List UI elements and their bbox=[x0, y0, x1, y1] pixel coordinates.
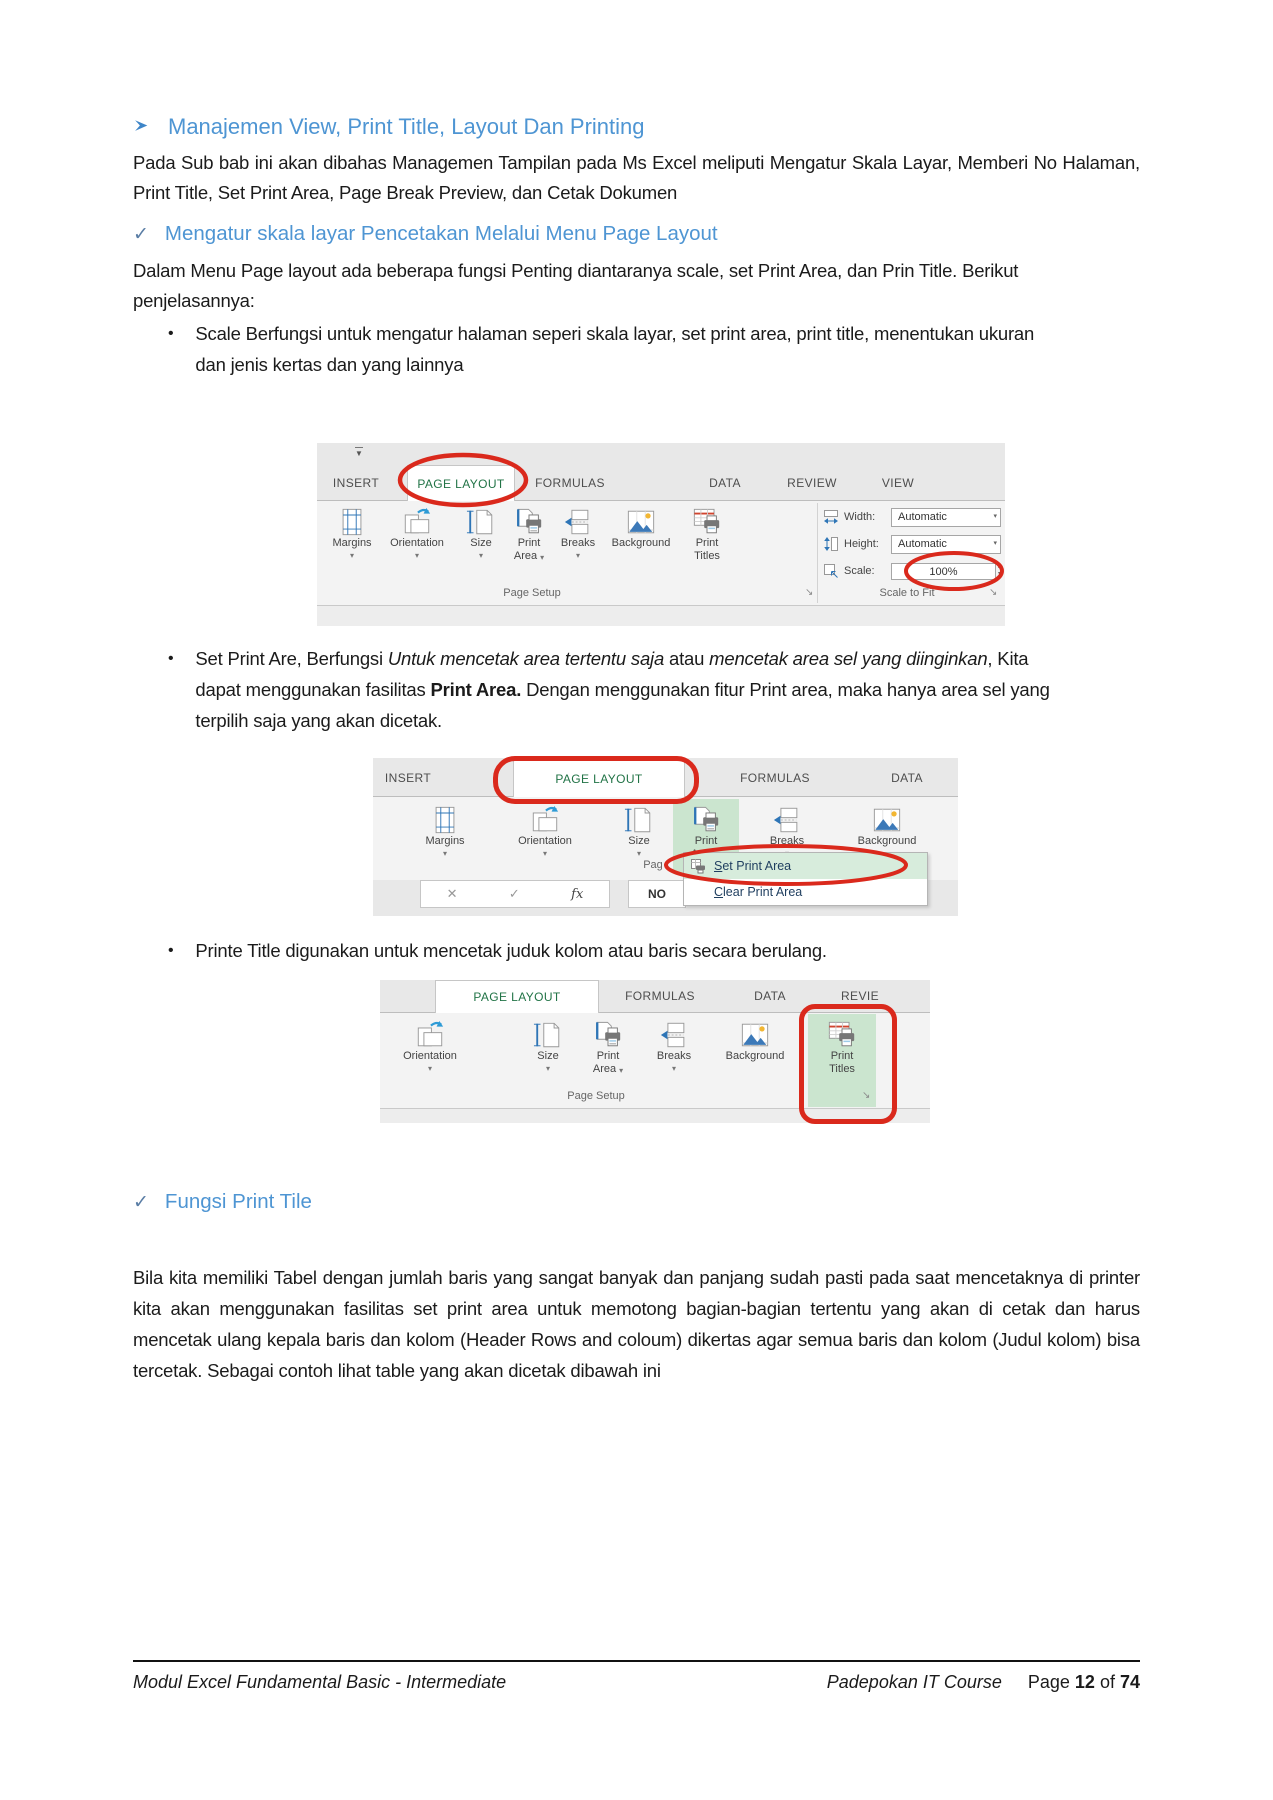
ribbon-button-breaks[interactable] bbox=[751, 803, 823, 858]
background-icon bbox=[626, 505, 656, 537]
menu-item-label: Set Print Area bbox=[714, 859, 792, 873]
height-select[interactable] bbox=[891, 535, 1001, 554]
ribbon-button-background[interactable] bbox=[851, 803, 923, 848]
dropdown-arrow-icon: ▾ bbox=[414, 551, 419, 560]
tab-data[interactable]: DATA bbox=[891, 771, 923, 785]
button-label: Print bbox=[517, 537, 541, 549]
print-title-paragraph: Bila kita memiliki Tabel dengan jumlah baris yang sangat banyak dan panjang sudah pasti pada saat mencetaknya di printer kita akan menggunakan fasilitas set print area untuk memotong bagian-bagian tertentu yang akan di cetak dan harus mencetak ulang kepala baris dan kolom (Header Rows and coloum) dikertas agar semua baris dan kolom (Judul kolom) bisa tercetak. Sebagai contoh lihat table yang akan dicetak dibawah ini bbox=[133, 1267, 1140, 1381]
size-icon bbox=[624, 803, 654, 835]
bullet-dot: • bbox=[168, 942, 174, 959]
check-bullet-icon: ✓ bbox=[133, 223, 149, 245]
spinner-up-icon[interactable]: ▴ bbox=[997, 564, 1001, 570]
group-label-partial: Pag bbox=[643, 859, 663, 871]
set-print-area-icon bbox=[690, 858, 706, 874]
button-label: Size bbox=[628, 835, 650, 847]
button-label: Size bbox=[537, 1050, 559, 1062]
width-icon bbox=[823, 509, 839, 525]
section-heading bbox=[133, 114, 645, 140]
width-value: Automatic bbox=[898, 510, 947, 523]
excel-ribbon-screenshot-3 bbox=[380, 980, 930, 1122]
button-label: Orientation bbox=[518, 835, 572, 847]
tab-page-layout[interactable]: PAGE LAYOUT bbox=[513, 760, 685, 797]
tab-formulas[interactable]: FORMULAS bbox=[625, 989, 695, 1003]
height-value: Automatic bbox=[898, 537, 947, 550]
dropdown-arrow-icon: ▾ bbox=[993, 512, 997, 520]
dialog-launcher-icon[interactable]: ↘ bbox=[862, 1090, 871, 1101]
tab-insert[interactable]: INSERT bbox=[332, 475, 380, 490]
ribbon-tab-strip bbox=[317, 465, 1005, 501]
subsection-heading-print-title bbox=[133, 1190, 312, 1214]
button-label: Orientation bbox=[403, 1050, 457, 1062]
breaks-icon bbox=[659, 1018, 689, 1050]
orientation-icon bbox=[402, 505, 432, 537]
arrow-bullet-icon bbox=[133, 114, 150, 140]
orientation-icon bbox=[415, 1018, 445, 1050]
footer bbox=[133, 1672, 1140, 1693]
ribbon-button-size[interactable] bbox=[603, 803, 675, 858]
dropdown-arrow-icon: ▾ bbox=[349, 551, 354, 560]
group-label-page-setup: Page Setup bbox=[503, 587, 561, 599]
subsection-heading-scale bbox=[133, 222, 718, 246]
formula-bar bbox=[420, 880, 610, 908]
size-icon bbox=[533, 1018, 563, 1050]
width-setting-row bbox=[823, 507, 1001, 527]
button-label: Titles bbox=[694, 550, 720, 562]
bullet-scale bbox=[168, 318, 1068, 380]
button-label: Background bbox=[611, 537, 671, 549]
print-titles-icon bbox=[827, 1018, 857, 1050]
tab-data[interactable]: DATA bbox=[709, 475, 741, 490]
dropdown-arrow-icon: ▾ bbox=[540, 552, 545, 562]
dropdown-arrow-icon: ▾ bbox=[478, 551, 483, 560]
dropdown-arrow-icon: ▾ bbox=[442, 849, 447, 858]
ribbon-button-margins[interactable] bbox=[409, 803, 481, 858]
footer-divider bbox=[133, 1660, 1140, 1662]
scale-value: 100% bbox=[891, 563, 996, 580]
bullet-print-title-text: Printe Title digunakan untuk mencetak juduk kolom atau baris secara berulang. bbox=[195, 940, 827, 961]
tab-formulas[interactable]: FORMULAS bbox=[535, 475, 605, 490]
bullet-print-area bbox=[168, 643, 1068, 736]
ribbon-button-print-area[interactable] bbox=[572, 1018, 644, 1076]
scale-paragraph: Dalam Menu Page layout ada beberapa fungsi Penting diantaranya scale, set Print Area, dan Prin Title. Berikut penjelasannya: bbox=[133, 260, 1019, 311]
background-icon bbox=[872, 803, 902, 835]
size-icon bbox=[466, 505, 496, 537]
scale-label: Scale: bbox=[844, 565, 875, 577]
ribbon-button-breaks[interactable] bbox=[638, 1018, 710, 1073]
button-label: Breaks bbox=[560, 537, 596, 549]
dropdown-arrow-icon: ▾ bbox=[619, 1065, 624, 1075]
bullet-print-title bbox=[168, 935, 1068, 966]
ribbon-button-background[interactable] bbox=[719, 1018, 791, 1063]
group-label-scale-to-fit: Scale to Fit bbox=[879, 587, 935, 599]
enter-check-icon[interactable]: ✓ bbox=[508, 886, 520, 901]
orientation-icon bbox=[530, 803, 560, 835]
tab-review[interactable]: REVIEW bbox=[787, 475, 837, 490]
ribbon-collapse-icon[interactable]: ▼ bbox=[355, 449, 363, 458]
button-label: Breaks bbox=[769, 835, 805, 847]
scale-icon bbox=[823, 563, 839, 579]
button-label: Size bbox=[470, 537, 492, 549]
button-label: Margins bbox=[425, 835, 465, 847]
margins-icon bbox=[430, 803, 460, 835]
dropdown-arrow-icon: ▾ bbox=[993, 539, 997, 547]
check-bullet-icon: ✓ bbox=[133, 1191, 149, 1213]
intro-paragraph: Pada Sub bab ini akan dibahas Managemen Tampilan pada Ms Excel meliputi Mengatur Skala Layar, Memberi No Halaman, Print Title, Set Print Area, Page Break Preview, dan Cetak Dokumen bbox=[133, 152, 1140, 203]
dropdown-arrow-icon: ▾ bbox=[545, 1064, 550, 1073]
button-label: Background bbox=[725, 1050, 785, 1062]
ribbon-body bbox=[317, 501, 1005, 605]
print-area-icon bbox=[514, 505, 544, 537]
tab-view[interactable]: VIEW bbox=[881, 475, 915, 490]
menu-item-set-print-area[interactable] bbox=[684, 853, 927, 879]
dialog-launcher-icon[interactable]: ↘ bbox=[989, 587, 998, 598]
tab-page-layout[interactable]: PAGE LAYOUT bbox=[407, 465, 515, 501]
excel-ribbon-screenshot-1 bbox=[317, 443, 1005, 625]
breaks-icon bbox=[772, 803, 802, 835]
button-label: Print bbox=[596, 1050, 620, 1062]
group-label-page-setup: Page Setup bbox=[567, 1090, 625, 1102]
bullet-dot: • bbox=[168, 325, 174, 342]
tab-page-layout[interactable]: PAGE LAYOUT bbox=[435, 980, 599, 1013]
margins-icon bbox=[337, 505, 367, 537]
button-label: Area bbox=[513, 550, 538, 562]
ribbon-button-margins[interactable] bbox=[316, 505, 388, 560]
button-label: Print bbox=[695, 537, 719, 549]
height-label: Height: bbox=[844, 538, 879, 550]
dropdown-arrow-icon: ▾ bbox=[542, 849, 547, 858]
bullet-print-area-text: Set Print Are, Berfungsi Untuk mencetak area tertentu saja atau mencetak area sel yang diinginkan, Kita dapat menggunakan fasilitas Print Area. Dengan menggunakan fitur Print area, maka hanya area sel yang terpilih saja yang akan dicetak. bbox=[195, 648, 1050, 731]
button-label: Margins bbox=[332, 537, 372, 549]
button-label: Area bbox=[592, 1063, 617, 1075]
ribbon-button-orientation[interactable] bbox=[509, 803, 581, 858]
subsection-heading-text: Mengatur skala layar Pencetakan Melalui Menu Page Layout bbox=[164, 222, 718, 245]
button-label: Breaks bbox=[656, 1050, 692, 1062]
dropdown-arrow-icon: ▾ bbox=[671, 1064, 676, 1073]
breaks-icon bbox=[563, 505, 593, 537]
ribbon-button-orientation[interactable] bbox=[394, 1018, 466, 1073]
height-icon bbox=[823, 536, 839, 552]
ribbon-button-orientation[interactable] bbox=[381, 505, 453, 560]
formula-bar-strip bbox=[317, 605, 1005, 626]
name-box[interactable]: NO bbox=[628, 880, 686, 908]
ribbon-tab-strip bbox=[373, 760, 958, 797]
formula-bar-strip bbox=[380, 1108, 930, 1123]
print-area-icon bbox=[593, 1018, 623, 1050]
insert-function-icon[interactable]: fx bbox=[571, 886, 584, 902]
menu-item-clear-print-area[interactable] bbox=[684, 879, 927, 905]
tab-formulas[interactable]: FORMULAS bbox=[740, 771, 810, 785]
dropdown-arrow-icon: ▾ bbox=[636, 849, 641, 858]
tab-review[interactable]: REVIE bbox=[840, 989, 879, 1003]
scale-spinner[interactable] bbox=[891, 563, 1001, 580]
ribbon-button-background[interactable] bbox=[605, 505, 677, 550]
button-label: Orientation bbox=[390, 537, 444, 549]
cancel-icon[interactable]: ✕ bbox=[446, 886, 458, 901]
dropdown-arrow-icon: ▾ bbox=[427, 1064, 432, 1073]
width-select[interactable] bbox=[891, 508, 1001, 527]
dialog-launcher-icon[interactable]: ↘ bbox=[805, 587, 814, 598]
tab-insert[interactable]: INSERT bbox=[384, 771, 432, 785]
width-label: Width: bbox=[844, 511, 876, 523]
tab-data[interactable]: DATA bbox=[754, 989, 786, 1003]
ribbon-button-print-titles[interactable] bbox=[806, 1018, 878, 1076]
print-area-icon bbox=[691, 803, 721, 835]
button-label: Titles bbox=[829, 1063, 855, 1075]
section-heading-text: Manajemen View, Print Title, Layout Dan Printing bbox=[168, 114, 645, 139]
menu-item-label: Clear Print Area bbox=[714, 885, 803, 899]
group-divider bbox=[817, 503, 818, 603]
ribbon-tab-strip bbox=[380, 980, 930, 1013]
print-area-menu bbox=[683, 852, 928, 906]
dropdown-arrow-icon: ▾ bbox=[575, 551, 580, 560]
footer-brand: Padepokan IT Course bbox=[826, 1672, 1002, 1692]
footer-page-number: Page 12 of 74 bbox=[1027, 1672, 1140, 1692]
excel-ribbon-screenshot-2 bbox=[373, 758, 958, 916]
background-icon bbox=[740, 1018, 770, 1050]
button-label: Print bbox=[830, 1050, 854, 1062]
clear-print-area-icon bbox=[690, 884, 706, 900]
print-titles-icon bbox=[692, 505, 722, 537]
height-setting-row bbox=[823, 534, 1001, 554]
ribbon-button-breaks[interactable] bbox=[542, 505, 614, 560]
bullet-dot: • bbox=[168, 650, 174, 667]
button-label: Background bbox=[857, 835, 917, 847]
scale-setting-row bbox=[823, 561, 1001, 581]
button-label: Print bbox=[694, 835, 718, 847]
bullet-scale-text: Scale Berfungsi untuk mengatur halaman seperi skala layar, set print area, print title, menentukan ukuran dan jenis kertas dan yang lainnya bbox=[195, 323, 1035, 375]
spinner-down-icon[interactable]: ▾ bbox=[997, 571, 1001, 577]
subsection-heading-text: Fungsi Print Tile bbox=[164, 1190, 312, 1213]
ribbon-button-print-titles[interactable] bbox=[671, 505, 743, 563]
footer-module-title: Modul Excel Fundamental Basic - Intermediate bbox=[133, 1672, 507, 1692]
